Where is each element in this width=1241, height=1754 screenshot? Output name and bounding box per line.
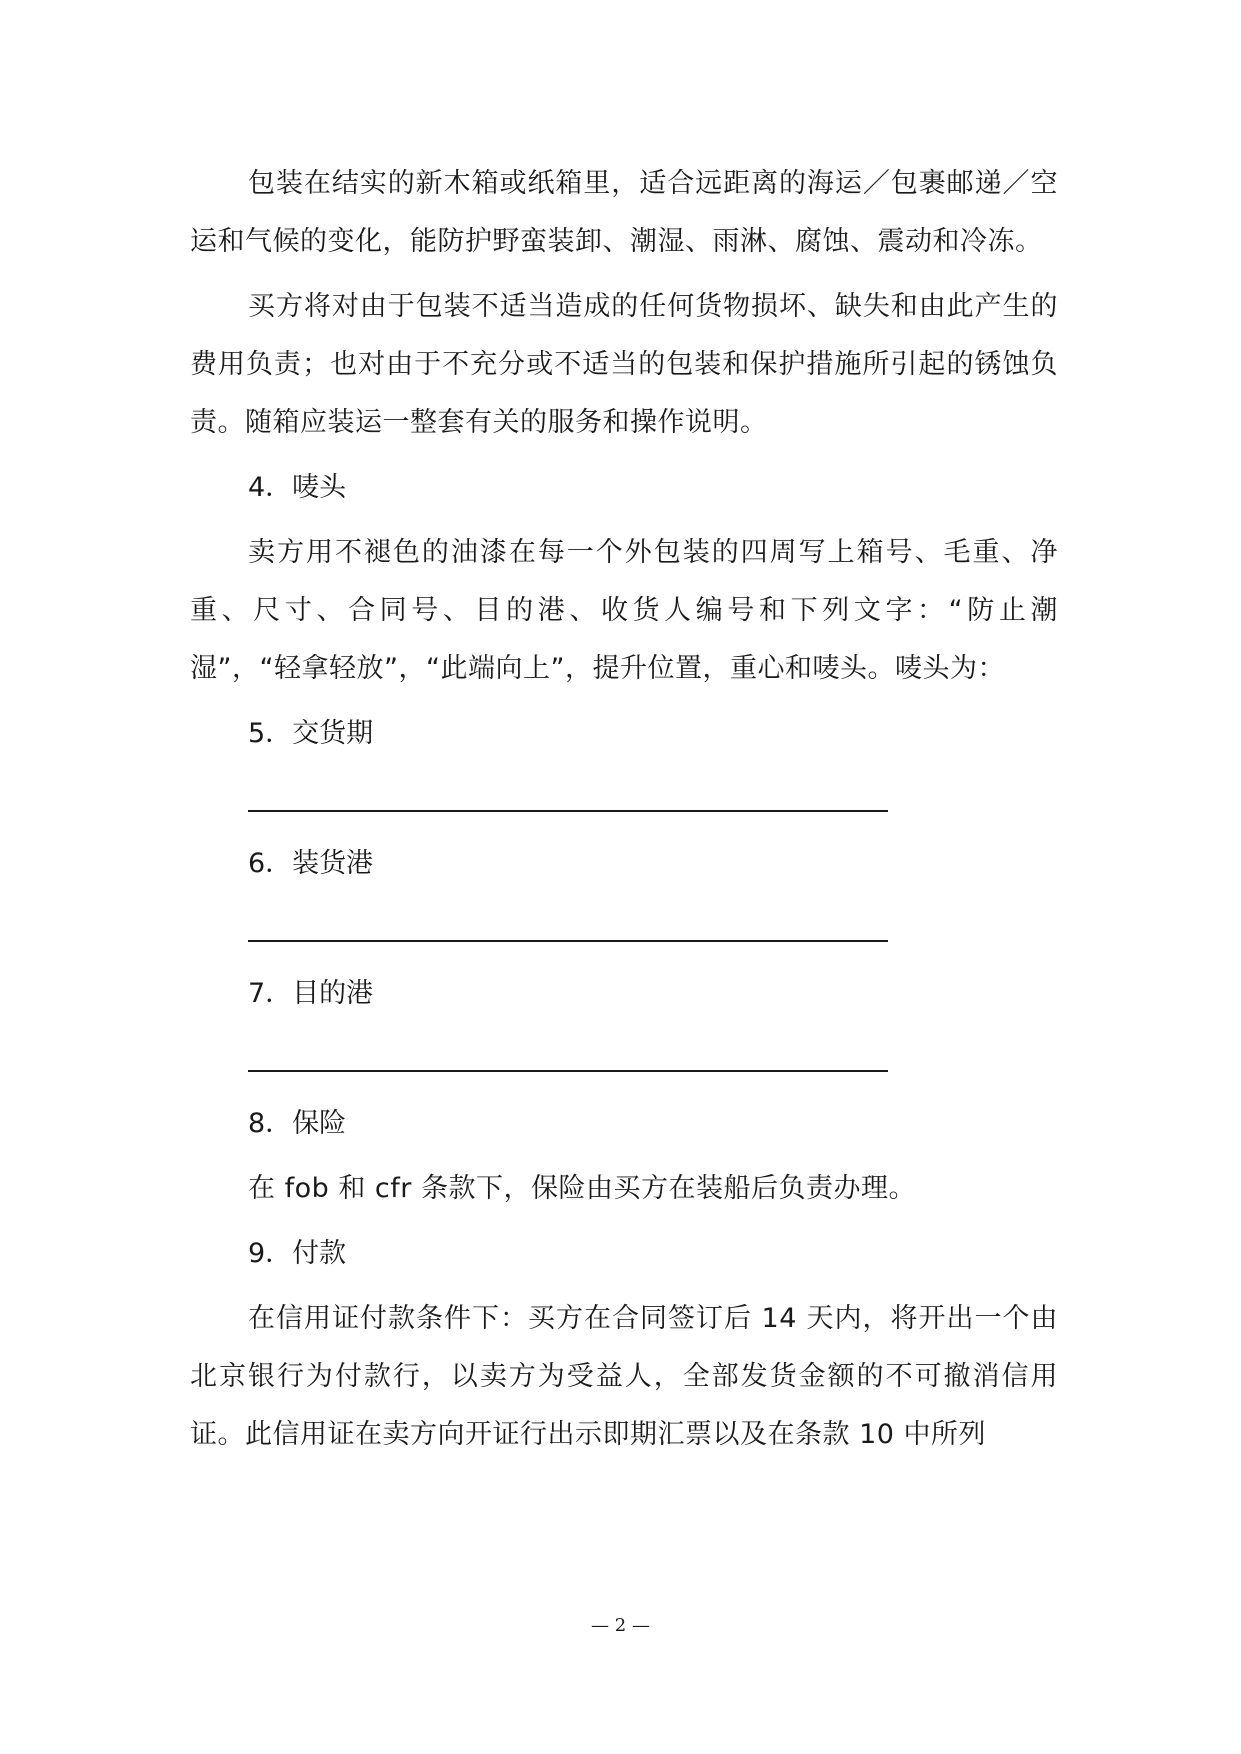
destination-port-heading: 7．目的港 bbox=[248, 978, 374, 1009]
insurance-paragraph: 在 fob 和 cfr 条款下，保险由买方在装船后负责办理。 bbox=[248, 1173, 916, 1204]
destination-port-blank-line bbox=[248, 1030, 888, 1088]
payment-heading: 9．付款 bbox=[248, 1238, 347, 1269]
packing-liability-paragraph: 买方将对由于包装不适当造成的任何货物损坏、缺失和由此产生的费用负责；也对由于不充分或不适当的包装和保护措施所引起的锈蚀负责。随箱应装运一整套有关的服务和操作说明。 bbox=[190, 291, 1058, 438]
packing-paragraph: 包装在结实的新木箱或纸箱里，适合远距离的海运／包裹邮递／空运和气候的变化，能防护野蛮装卸、潮湿、雨淋、腐蚀、震动和冷冻。 bbox=[190, 168, 1058, 257]
delivery-blank-line bbox=[248, 770, 888, 828]
marks-heading: 4．唛头 bbox=[248, 472, 347, 503]
payment-paragraph: 在信用证付款条件下：买方在合同签订后 14 天内，将开出一个由北京银行为付款行，以卖方为受益人，全部发货金额的不可撤消信用证。此信用证在卖方向开证行出示即期汇票以及在条款 10 中所列 bbox=[190, 1303, 1058, 1450]
insurance-heading: 8．保险 bbox=[248, 1108, 347, 1139]
marks-paragraph: 卖方用不褪色的油漆在每一个外包装的四周写上箱号、毛重、净重、尺寸、合同号、目的港、收货人编号和下列文字：“防止潮湿”，“轻拿轻放”，“此端向上”，提升位置，重心和唛头。唛头为： bbox=[190, 537, 1058, 684]
page-number: — 2 — bbox=[591, 1615, 650, 1636]
document-body bbox=[190, 155, 1058, 1471]
loading-port-blank-line bbox=[248, 900, 888, 958]
loading-port-heading: 6．装货港 bbox=[248, 848, 374, 879]
delivery-heading: 5．交货期 bbox=[248, 718, 374, 749]
